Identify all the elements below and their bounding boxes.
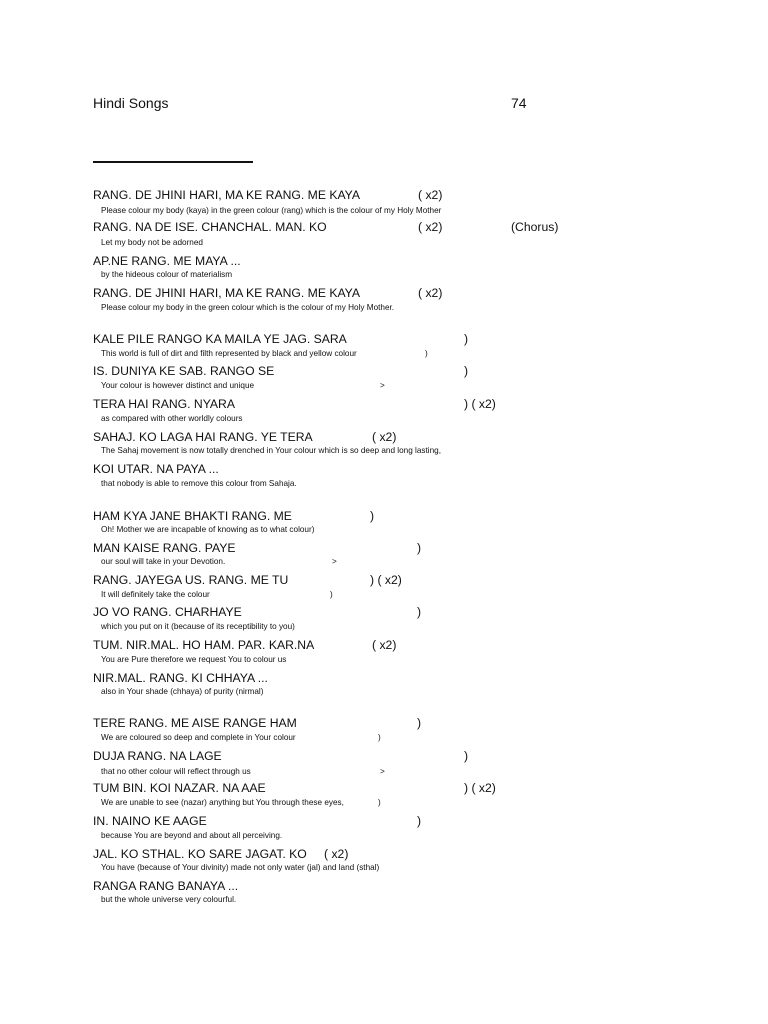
translation-line: Let my body not be adorned [101,238,203,247]
translation-line: which you put on it (because of its receptibility to you) [101,622,295,631]
lyric-line: TUM. NIR.MAL. HO HAM. PAR. KAR.NA [93,638,315,652]
lyric-line: NIR.MAL. RANG. KI CHHAYA ... [93,671,268,685]
translation-line: but the whole universe very colourful. [101,895,237,904]
lyric-line: JAL. KO STHAL. KO SARE JAGAT. KO [93,847,307,861]
repeat-marker: ) [370,509,375,523]
translation-line: Please colour my body (kaya) in the green colour (rang) which is the colour of my Holy Mother [101,206,442,215]
repeat-marker: ) [464,332,469,346]
translation-line: This world is full of dirt and filth represented by black and yellow colour [101,349,357,358]
repeat-marker: ) [464,749,469,763]
repeat-marker: ) [417,814,422,828]
translation-line: also in Your shade (chhaya) of purity (nirmal) [101,687,264,696]
lyric-line: KALE PILE RANGO KA MAILA YE JAG. SARA [93,332,347,346]
lyric-line: MAN KAISE RANG. PAYE [93,541,236,555]
lyric-line: AP.NE RANG. ME MAYA ... [93,254,241,268]
translation-line: Your colour is however distinct and unique [101,381,255,390]
translation-line: You have (because of Your divinity) made not only water (jal) and land (sthal) [101,863,380,872]
repeat-marker: ) ( x2) [370,573,402,587]
repeat-marker: ) [378,733,381,742]
repeat-marker: ( x2) [324,847,349,861]
repeat-marker: ) [378,798,381,807]
repeat-marker: ( x2) [372,638,397,652]
repeat-marker: > [380,381,385,390]
lyric-line: TERE RANG. ME AISE RANGE HAM [93,716,297,730]
translation-line: It will definitely take the colour [101,590,210,599]
lyric-line: KOI UTAR. NA PAYA ... [93,462,219,476]
repeat-marker: ) [425,349,428,358]
repeat-marker: > [380,767,385,776]
lyric-line: RANG. NA DE ISE. CHANCHAL. MAN. KO [93,220,327,234]
repeat-marker: ) [417,541,422,555]
page-number: 74 [511,95,527,111]
repeat-marker: ) [417,605,422,619]
repeat-marker: ) ( x2) [464,397,496,411]
translation-line: We are coloured so deep and complete in Your colour [101,733,296,742]
translation-line: that no other colour will reflect through us [101,767,251,776]
translation-line: because You are beyond and about all perceiving. [101,831,283,840]
translation-line: Please colour my body in the green colour which is the colour of my Holy Mother. [101,303,395,312]
repeat-marker: ) [330,590,333,599]
translation-line: Oh! Mother we are incapable of knowing as to what colour) [101,525,315,534]
repeat-marker: ( x2) [418,188,443,202]
lyric-line: DUJA RANG. NA LAGE [93,749,222,763]
lyric-line: HAM KYA JANE BHAKTI RANG. ME [93,509,292,523]
lyric-line: SAHAJ. KO LAGA HAI RANG. YE TERA [93,430,313,444]
lyric-line: IS. DUNIYA KE SAB. RANGO SE [93,364,275,378]
translation-line: by the hideous colour of materialism [101,270,233,279]
repeat-marker: ( x2) [418,220,443,234]
repeat-marker: ) ( x2) [464,781,496,795]
page-title: Hindi Songs [93,95,169,111]
lyric-line: RANG. DE JHINI HARI, MA KE RANG. ME KAYA [93,286,361,300]
translation-line: You are Pure therefore we request You to colour us [101,655,287,664]
lyric-line: JO VO RANG. CHARHAYE [93,605,242,619]
repeat-marker: ( x2) [372,430,397,444]
translation-line: that nobody is able to remove this colour from Sahaja. [101,479,297,488]
lyric-line: RANG. DE JHINI HARI, MA KE RANG. ME KAYA [93,188,361,202]
translation-line: We are unable to see (nazar) anything but You through these eyes, [101,798,344,807]
lyric-line: RANGA RANG BANAYA ... [93,879,239,893]
repeat-marker: ) [464,364,469,378]
repeat-marker: (Chorus) [511,220,559,234]
repeat-marker: ) [417,716,422,730]
translation-line: The Sahaj movement is now totally drenched in Your colour which is so deep and long lasting, [101,446,441,455]
repeat-marker: ( x2) [418,286,443,300]
repeat-marker: > [332,557,337,566]
lyric-line: RANG. JAYEGA US. RANG. ME TU [93,573,289,587]
lyric-line: TERA HAI RANG. NYARA [93,397,235,411]
translation-line: our soul will take in your Devotion. [101,557,226,566]
lyric-line: IN. NAINO KE AAGE [93,814,207,828]
lyric-line: TUM BIN. KOI NAZAR. NA AAE [93,781,266,795]
translation-line: as compared with other worldly colours [101,414,243,423]
